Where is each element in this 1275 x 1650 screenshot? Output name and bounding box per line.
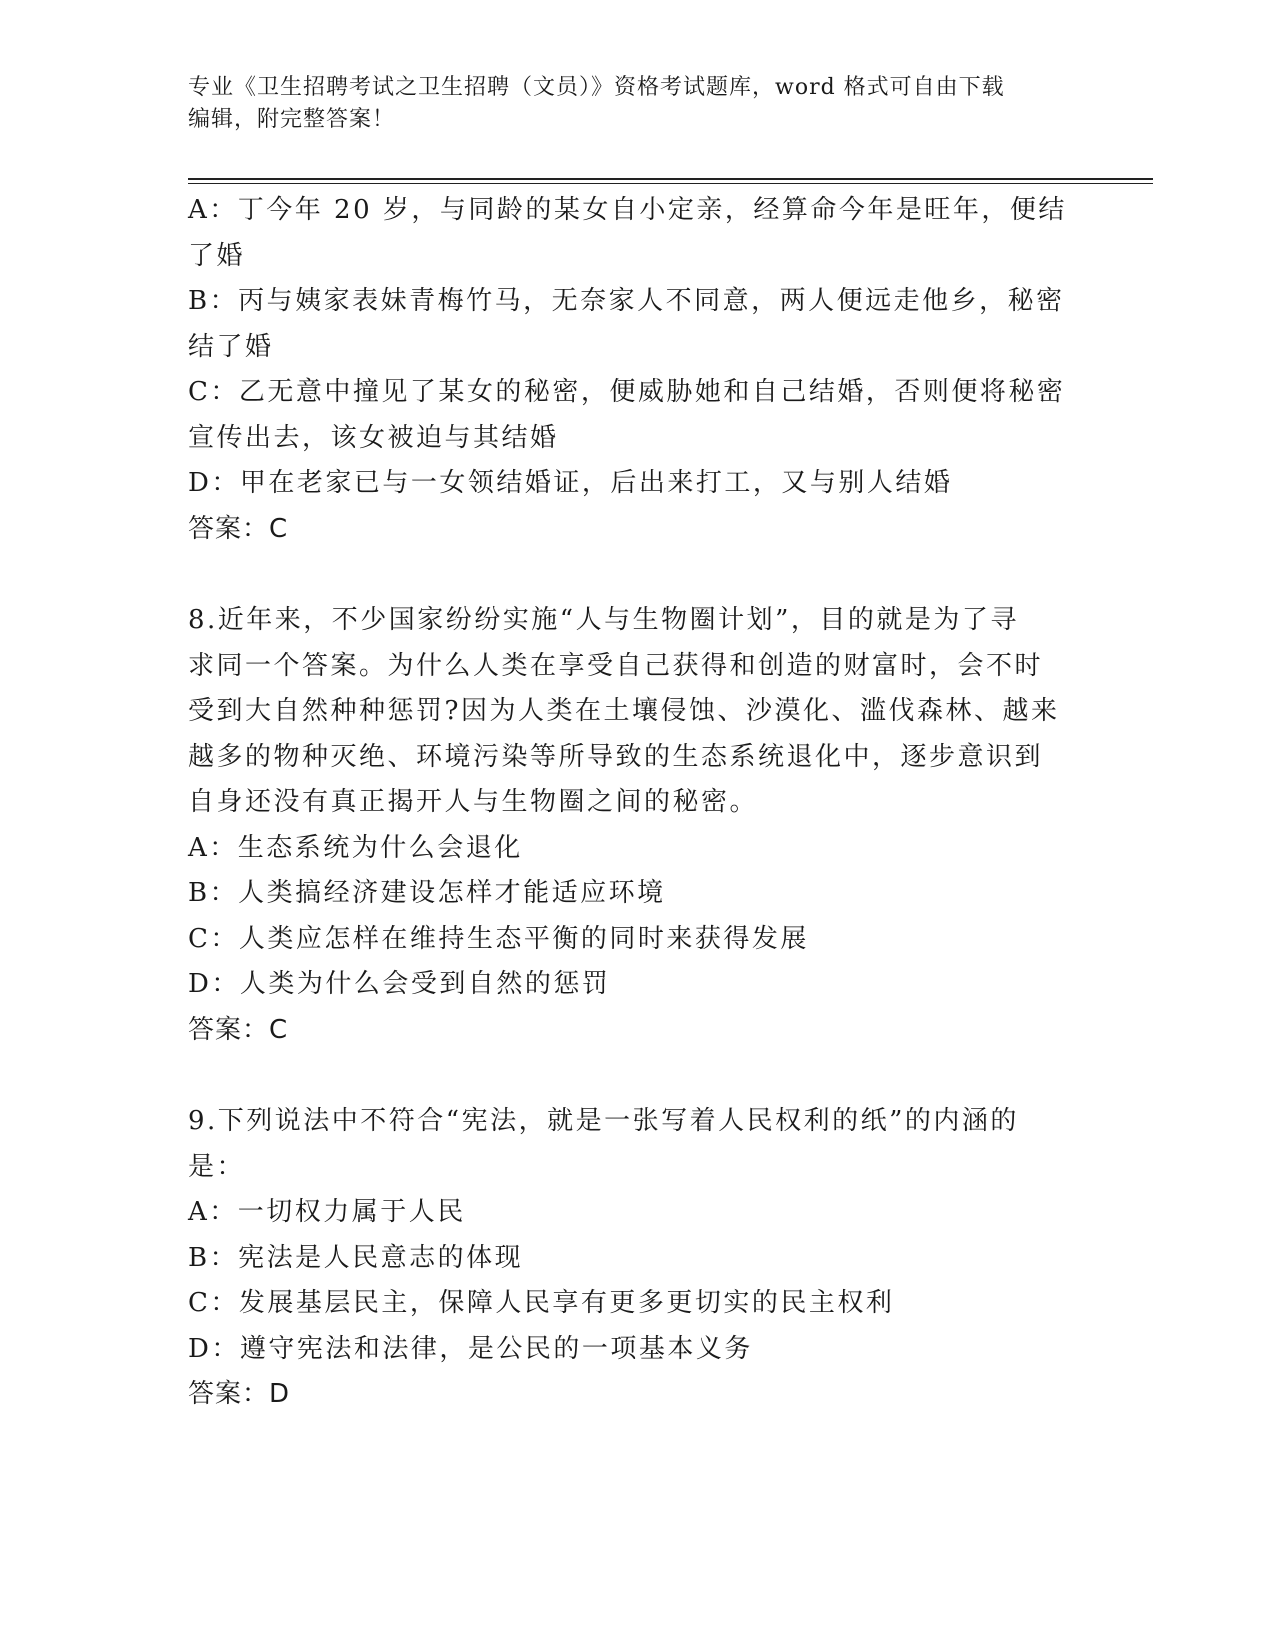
q9-stem-line-1: 9.下列说法中不符合“宪法，就是一张写着人民权利的纸”的内涵的 [188,1106,1019,1136]
q9-option-a: A：一切权力属于人民 [188,1197,466,1227]
q8-stem-line-3: 受到大自然种种惩罚?因为人类在土壤侵蚀、沙漠化、滥伐森林、越来 [188,696,1060,726]
q7-option-c-line-2: 宣传出去，该女被迫与其结婚 [188,422,559,453]
document-header [188,72,1068,136]
q7-option-b-line-1: B：丙与姨家表妹青梅竹马，无奈家人不同意，两人便远走他乡，秘密 [188,286,1065,316]
spacer [188,552,1078,598]
header-line-1: 专业《卫生招聘考试之卫生招聘（文员）》资格考试题库，word 格式可自由下载 [188,75,1005,100]
q9-option-d: D：遵守宪法和法律，是公民的一项基本义务 [188,1333,753,1364]
q7-option-c-line-1: C：乙无意中撞见了某女的秘密，便威胁她和自己结婚，否则便将秘密 [188,377,1066,407]
question-9-block [188,1099,1078,1418]
q8-stem-line-1: 8.近年来，不少国家纷纷实施“人与生物圈计划”，目的就是为了寻 [188,605,1019,635]
header-rule-thin [188,183,1153,184]
q8-option-a: A：生态系统为什么会退化 [188,832,523,863]
spacer [188,1053,1078,1099]
header-rule-thick [188,178,1153,180]
question-7-block [188,188,1078,552]
header-line-2: 编辑，附完整答案！ [188,107,396,132]
q8-answer: 答案：C [188,1014,289,1045]
q7-option-a-line-2: 了婚 [188,240,246,271]
q9-option-c: C：发展基层民主，保障人民享有更多更切实的民主权利 [188,1288,895,1318]
q7-answer: 答案：C [188,513,289,544]
document-body [188,188,1078,1418]
q7-option-a-line-1: A：丁今年 20 岁，与同龄的某女自小定亲，经算命今年是旺年，便结 [188,195,1067,225]
q9-option-b: B：宪法是人民意志的体现 [188,1242,524,1273]
q8-option-d: D：人类为什么会受到自然的惩罚 [188,969,611,999]
q8-stem-line-4: 越多的物种灭绝、环境污染等所导致的生态系统退化中，逐步意识到 [188,741,1044,772]
q8-option-b: B：人类搞经济建设怎样才能适应环境 [188,878,666,908]
q7-option-b-line-2: 结了婚 [188,331,274,362]
q8-stem-line-2: 求同一个答案。为什么人类在享受自己获得和创造的财富时，会不时 [188,650,1044,681]
q8-option-c: C：人类应怎样在维持生态平衡的同时来获得发展 [188,923,809,954]
q7-option-d: D：甲在老家已与一女领结婚证，后出来打工，又与别人结婚 [188,468,953,498]
q8-stem-line-5: 自身还没有真正揭开人与生物圈之间的秘密。 [188,787,759,817]
q9-stem-line-2: 是： [188,1151,246,1182]
question-8-block [188,598,1078,1053]
q9-answer: 答案：D [188,1379,291,1409]
